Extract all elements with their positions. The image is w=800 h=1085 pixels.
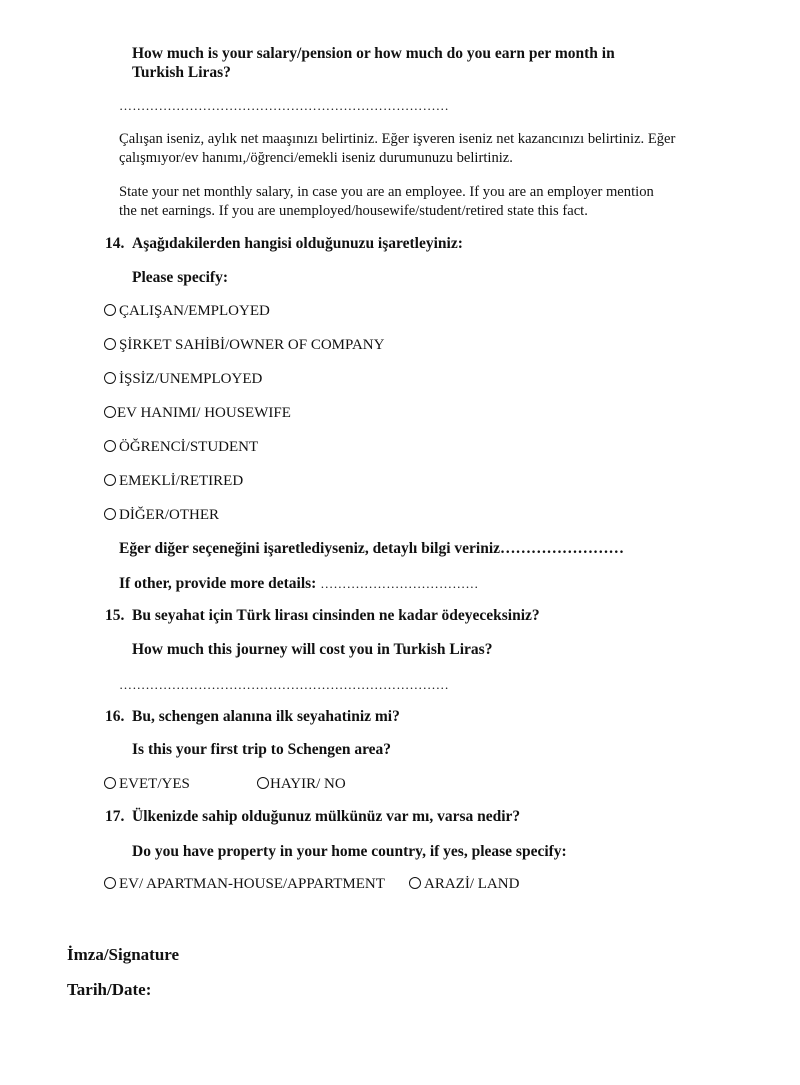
- q17-option-land[interactable]: [409, 876, 519, 893]
- q15-number: 15.: [105, 607, 125, 624]
- radio-icon[interactable]: [104, 440, 116, 452]
- radio-icon[interactable]: [104, 304, 116, 316]
- q14-other-details-field[interactable]: ………………………………: [320, 576, 479, 591]
- q13-help-en-line1: State your net monthly salary, in case you are an employee. If you are an employer mention: [119, 184, 654, 200]
- q13-help-tr-line2: çalışmıyor/ev hanımı,/öğrenci/emekli iseniz durumunuzu belirtiniz.: [119, 150, 513, 166]
- option-label: EV/ APARTMAN-HOUSE/APPARTMENT: [119, 876, 385, 892]
- q13-title-line2: Turkish Liras?: [132, 64, 231, 81]
- option-label: EVET/YES: [119, 776, 190, 792]
- q17-option-house[interactable]: [104, 876, 385, 893]
- q14-other-en: [119, 575, 479, 593]
- date-label: Tarih/Date:: [67, 980, 152, 999]
- q16-option-yes[interactable]: [104, 776, 190, 793]
- signature-label: İmza/Signature: [67, 945, 180, 964]
- radio-icon[interactable]: [104, 406, 116, 418]
- option-label: EMEKLİ/RETIRED: [119, 473, 244, 489]
- option-label: ARAZİ/ LAND: [424, 876, 520, 892]
- option-label: EV HANIMI/ HOUSEWIFE: [117, 405, 291, 421]
- q13-help-tr-line1: Çalışan iseniz, aylık net maaşınızı belirtiniz. Eğer işveren iseniz net kazancınızı belirtiniz. Eğer: [119, 131, 676, 147]
- option-label: ÇALIŞAN/EMPLOYED: [119, 303, 270, 319]
- q17-title-en: Do you have property in your home country, if yes, please specify:: [132, 843, 567, 860]
- q14-option-employed[interactable]: [104, 303, 270, 320]
- radio-icon[interactable]: [104, 508, 116, 520]
- q17-heading: [105, 808, 520, 826]
- option-label: DİĞER/OTHER: [119, 507, 219, 523]
- option-label: HAYIR/ NO: [270, 776, 346, 792]
- q16-number: 16.: [105, 708, 125, 725]
- q15-answer-field[interactable]: …………………………………………………………………: [119, 677, 449, 692]
- q14-option-student[interactable]: [104, 439, 258, 456]
- q13-help-en-line2: the net earnings. If you are unemployed/housewife/student/retired state this fact.: [119, 203, 588, 219]
- q14-option-housewife[interactable]: [104, 405, 291, 422]
- q15-title-en: How much this journey will cost you in Turkish Liras?: [132, 641, 493, 658]
- q13-answer-field[interactable]: …………………………………………………………………: [119, 98, 449, 113]
- q14-other-tr: Eğer diğer seçeneğini işaretlediyseniz, detaylı bilgi veriniz……………………: [119, 540, 624, 557]
- q17-number: 17.: [105, 808, 125, 825]
- radio-icon[interactable]: [104, 877, 116, 889]
- radio-icon[interactable]: [409, 877, 421, 889]
- option-label: İŞSİZ/UNEMPLOYED: [119, 371, 263, 387]
- q14-other-en-label: If other, provide more details:: [119, 575, 317, 592]
- radio-icon[interactable]: [104, 474, 116, 486]
- q15-title-tr: Bu seyahat için Türk lirası cinsinden ne kadar ödeyeceksiniz?: [132, 607, 540, 624]
- q14-number: 14.: [105, 235, 125, 252]
- q13-title-line1: How much is your salary/pension or how much do you earn per month in: [132, 45, 615, 62]
- radio-icon[interactable]: [104, 777, 116, 789]
- q14-option-owner[interactable]: [104, 337, 384, 354]
- q14-title-en: Please specify:: [132, 269, 228, 286]
- q14-option-other[interactable]: [104, 507, 219, 524]
- q15-heading: [105, 607, 540, 625]
- radio-icon[interactable]: [104, 372, 116, 384]
- q16-heading: [105, 708, 400, 726]
- q17-title-tr: Ülkenizde sahip olduğunuz mülkünüz var mı, varsa nedir?: [132, 808, 521, 825]
- option-label: ŞİRKET SAHİBİ/OWNER OF COMPANY: [119, 337, 385, 353]
- q14-option-retired[interactable]: [104, 473, 243, 490]
- radio-icon[interactable]: [257, 777, 269, 789]
- option-label: ÖĞRENCİ/STUDENT: [119, 439, 259, 455]
- q14-title-tr: Aşağıdakilerden hangisi olduğunuzu işaretleyiniz:: [132, 235, 463, 252]
- q16-title-tr: Bu, schengen alanına ilk seyahatiniz mi?: [132, 708, 400, 725]
- q16-title-en: Is this your first trip to Schengen area?: [132, 741, 392, 758]
- q14-heading: [105, 235, 463, 253]
- q14-option-unemployed[interactable]: [104, 371, 262, 388]
- q16-option-no[interactable]: [257, 776, 346, 793]
- radio-icon[interactable]: [104, 338, 116, 350]
